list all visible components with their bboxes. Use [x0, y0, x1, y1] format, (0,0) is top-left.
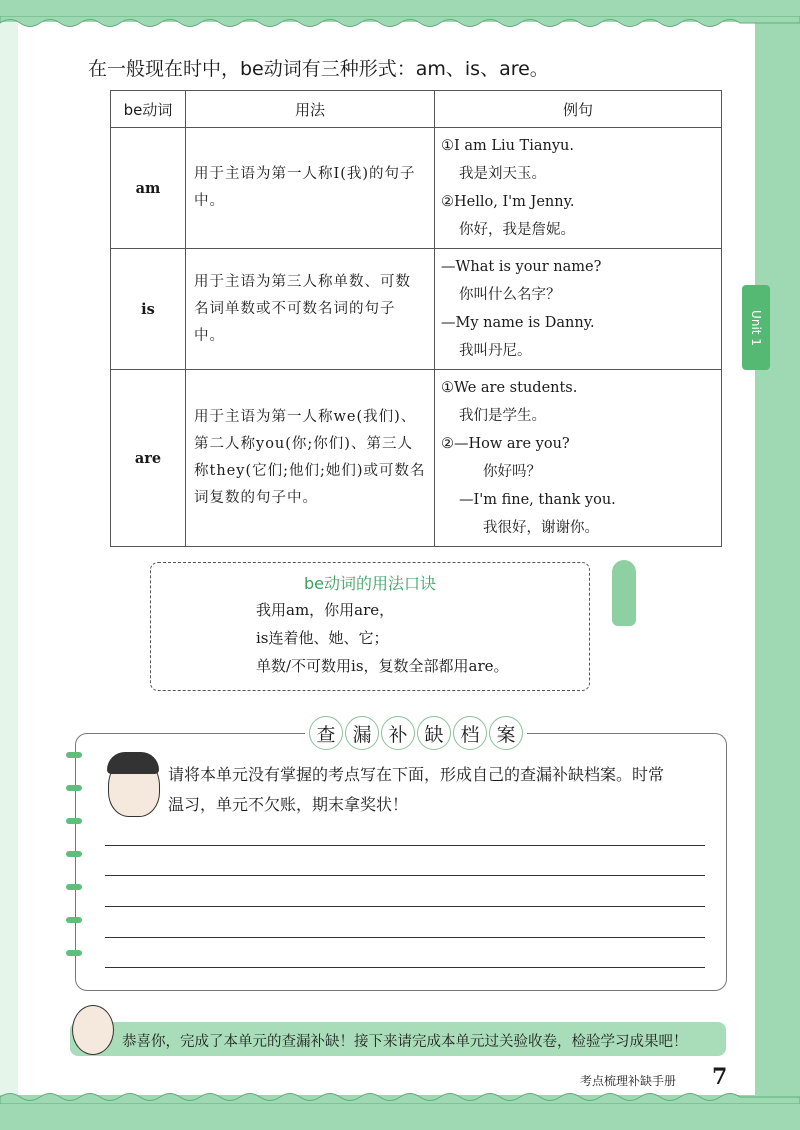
page-frame-right [755, 0, 800, 1130]
rhyme-line: 单数/不可数用is，复数全部都用are。 [256, 657, 509, 675]
writing-line[interactable] [105, 906, 705, 907]
congrats-banner [70, 1022, 726, 1056]
example-translation: 我们是学生。 [459, 408, 546, 424]
header-be-verb: be动词 [111, 91, 186, 128]
table-row [111, 128, 722, 249]
verb-cell: am [111, 128, 186, 249]
example-line: —My name is Danny. [441, 315, 595, 331]
be-verb-table [110, 90, 722, 547]
example-translation: 你叫什么名字？ [459, 287, 561, 303]
congrats-text: 恭喜你，完成了本单元的查漏补缺！接下来请完成本单元过关验收卷，检验学习成果吧！ [122, 1034, 688, 1050]
example-translation: 我很好，谢谢你。 [483, 520, 599, 536]
usage-cell: 用于主语为第一人称I(我)的句子中。 [186, 128, 435, 249]
example-line: ①We are students. [441, 380, 578, 396]
title-char: 案 [489, 716, 523, 750]
writing-line[interactable] [105, 967, 705, 968]
example-line: —I'm fine, thank you. [459, 492, 616, 508]
archive-instruction: 温习，单元不欠账，期末拿奖状！ [168, 795, 409, 814]
table-row [111, 370, 722, 547]
binder-tab [66, 884, 82, 890]
binder-tab [66, 917, 82, 923]
title-char: 缺 [417, 716, 451, 750]
title-char: 补 [381, 716, 415, 750]
archive-title [305, 716, 527, 750]
examples-cell [435, 249, 722, 370]
rhyme-title: be动词的用法口诀 [303, 574, 436, 593]
top-wave-border [0, 16, 800, 30]
example-line: ②Hello, I'm Jenny. [441, 194, 575, 210]
writing-line[interactable] [105, 875, 705, 876]
cow-mascot-illustration [612, 560, 636, 626]
example-translation: 你好吗？ [483, 464, 541, 480]
example-line: ①I am Liu Tianyu. [441, 138, 574, 154]
rhyme-line: is连着他、她、它； [256, 629, 389, 647]
example-translation: 你好，我是詹妮。 [459, 222, 575, 238]
table-row [111, 249, 722, 370]
examples-cell [435, 128, 722, 249]
unit-tab [742, 285, 770, 370]
usage-cell: 用于主语为第一人称we(我们)、第二人称you(你;你们)、第三人称they(它们;他们;她们)或可数名词复数的句子中。 [186, 370, 435, 547]
example-line: —What is your name? [441, 259, 602, 275]
verb-cell: is [111, 249, 186, 370]
header-usage: 用法 [186, 91, 435, 128]
title-char: 档 [453, 716, 487, 750]
archive-instruction: 请将本单元没有掌握的考点写在下面，形成自己的查漏补缺档案。时常 [168, 765, 665, 784]
writing-line[interactable] [105, 937, 705, 938]
writing-line[interactable] [105, 845, 705, 846]
binder-tab [66, 950, 82, 956]
girl-illustration [72, 1005, 114, 1055]
footer-book-title: 考点梳理补缺手册 [580, 1074, 677, 1088]
rhyme-line: 我用am，你用are， [256, 601, 395, 619]
title-char: 漏 [345, 716, 379, 750]
binder-tab [66, 851, 82, 857]
unit-tab-label: Unit 1 [749, 309, 764, 346]
intro-text: 在一般现在时中，be动词有三种形式：am、is、are。 [88, 58, 549, 80]
page-frame-left [0, 0, 18, 1130]
binder-tab [66, 752, 82, 758]
example-translation: 我是刘天玉。 [459, 166, 546, 182]
example-line: ②—How are you? [441, 436, 570, 452]
examples-cell [435, 370, 722, 547]
verb-cell: are [111, 370, 186, 547]
usage-cell: 用于主语为第三人称单数、可数名词单数或不可数名词的句子中。 [186, 249, 435, 370]
binder-tab [66, 818, 82, 824]
title-char: 查 [309, 716, 343, 750]
page-number: 7 [712, 1064, 728, 1090]
boy-illustration [108, 755, 160, 817]
example-translation: 我叫丹尼。 [459, 343, 532, 359]
header-examples: 例句 [435, 91, 722, 128]
bottom-wave-border [0, 1090, 800, 1104]
binder-tab [66, 785, 82, 791]
table-header-row [111, 91, 722, 128]
rhyme-box [150, 562, 590, 691]
